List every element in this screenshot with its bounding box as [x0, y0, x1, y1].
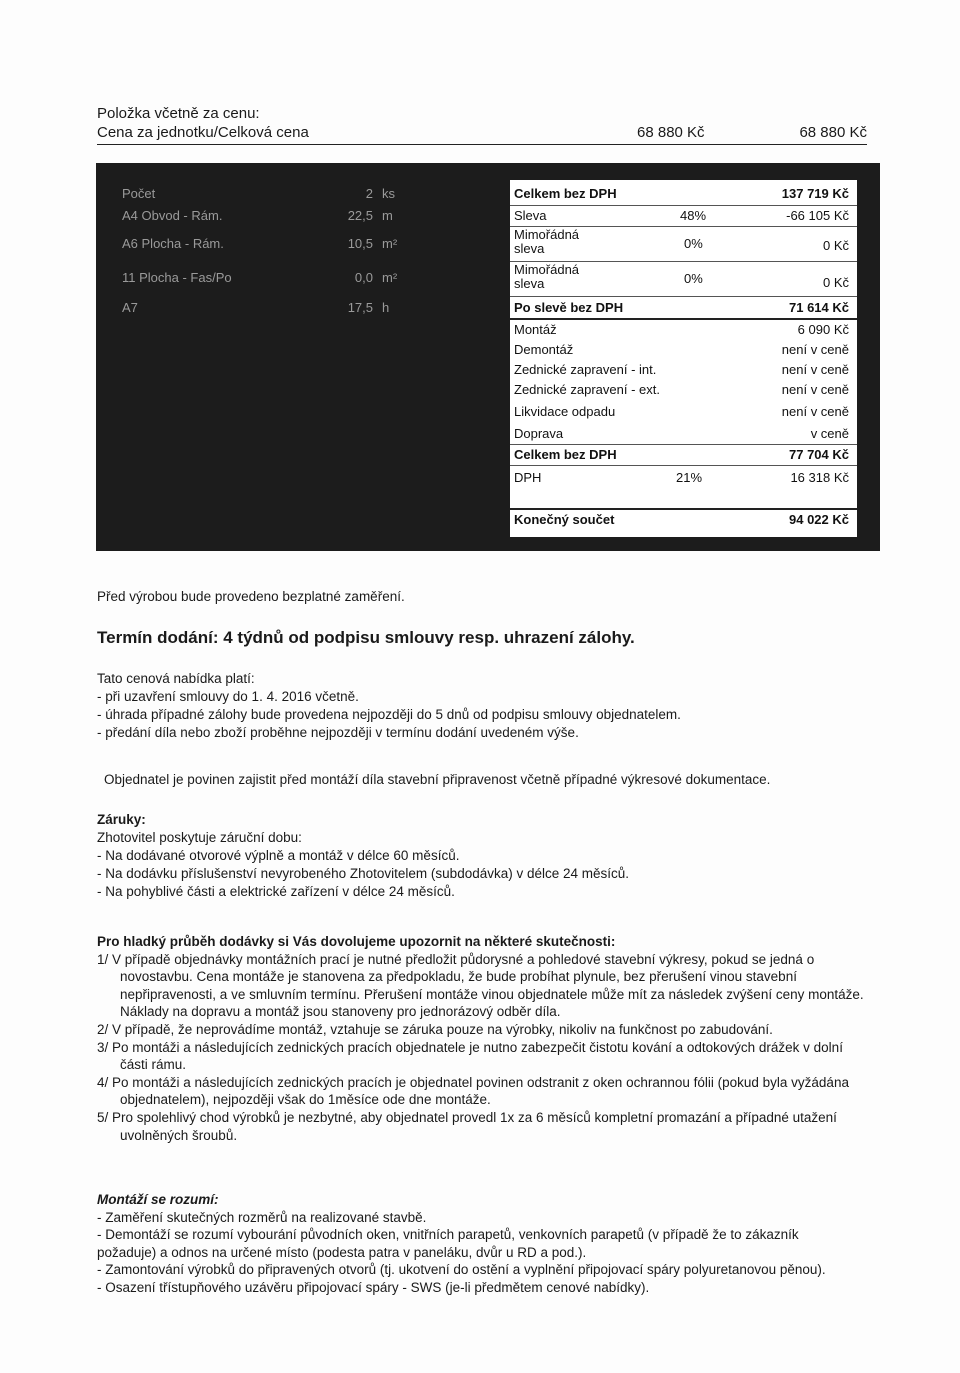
list-item: A6 Plocha - Rám. 10,5 m² — [122, 236, 398, 251]
divider — [510, 296, 857, 297]
item-list — [118, 178, 403, 528]
unit-price: 68 880 Kč — [637, 124, 705, 141]
notice-item: 5/ Pro spolehlivý chod výrobků je nezbytné, aby objednatel provedl 1x za 6 měsíců kompletní promazání a případné utažení uvolněných šroubů. — [97, 1109, 837, 1143]
client-duty: Objednatel je povinen zajistit před montáží díla stavební připravenost včetně případné výkresové dokumentace. — [104, 772, 771, 787]
warranty-item: - Na dodávané otvorové výplně a montáž v délce 60 měsíců. — [97, 848, 460, 863]
assembly-section — [97, 1191, 857, 1297]
price-label: Cena za jednotku/Celková cena — [97, 124, 309, 141]
notice-section — [97, 933, 867, 1144]
notice-item: 3/ Po montáži a následujících zednických pracích objednatele je nutno zabezpečit čistotu kování a odtokových drážek v dolní části rámu. — [97, 1039, 843, 1073]
warranty-item: - Na dodávku příslušenství nevyrobeného Zhotovitelem (subdodávka) v délce 24 měsíců. — [97, 866, 630, 881]
warranty-section — [97, 811, 887, 901]
item-heading: Položka včetně za cenu: — [97, 105, 260, 122]
notice-item: 2/ V případě, že neprovádíme montáž, vztahuje se záruka pouze na výrobky, nikoliv na funkčnost po zabudování. — [97, 1021, 773, 1037]
validity-section — [97, 670, 887, 742]
divider — [510, 318, 857, 320]
assembly-item: - Osazení třístupňového uzávěru připojovací spáry - SWS (je-li předmětem cenové nabídky). — [97, 1279, 650, 1295]
summary-panel: Celkem bez DPH 137 719 Kč Sleva 48% -66 105 Kč Mimořádná sleva 0% 0 Kč Mimořádná sleva 0% 0 Kč Po slevě bez DPH 71 614 Kč Montáž 6 090 Kč Demontáž není v ceně Zednické zapravení - int. není v ceně Zednické zapravení - ext. není v ceně Likvidace odpadu není v ceně Doprava v ceně Celkem bez DPH 77 704 Kč DPH 21% 16 318 Kč Konečný součet 94 022 Kč — [510, 180, 857, 537]
extra-discount-row: Mimořádná sleva 0% 0 Kč — [514, 227, 849, 256]
validity-item: - úhrada případné zálohy bude provedena nejpozději do 5 dnů od podpisu smlouvy objednatelem. — [97, 707, 681, 722]
assembly-heading: Montáží se rozumí: — [97, 1192, 219, 1207]
notice-item: 1/ V případě objednávky montážních prací je nutné předložit půdorysné a pohledové stavební výkresy, pokud se jedná o novostavbu. Cena montáže je stanovena za předpokladu, že bude probíhat plynule, bez přerušení vinou stavební nepřipravenosti, a ve smluvním termínu. Přerušení montáže vinou objednatele může mít za následek zvýšení ceny montáže. Náklady na dopravu a montáž jsou stanoveny pro jednorázový odběr díla. — [97, 951, 864, 1020]
total-price: 68 880 Kč — [799, 124, 867, 141]
divider — [510, 205, 857, 206]
list-item: A4 Obvod - Rám. 22,5 m — [122, 208, 393, 223]
assembly-item: - Zaměření skutečných rozměrů na realizované stavbě. — [97, 1209, 427, 1225]
warranty-item: - Na pohyblivé části a elektrické zařízení v délce 24 měsíců. — [97, 884, 455, 899]
delivery-term: Termín dodání: 4 týdnů od podpisu smlouvy resp. uhrazení zálohy. — [97, 628, 635, 647]
notice-heading: Pro hladký průběh dodávky si Vás dovolujeme upozornit na některé skutečnosti: — [97, 934, 616, 949]
assembly-item: - Zamontování výrobků do připravených otvorů (tj. ukotvení do ostění a vyplnění připojovací spáry polyuretanovou pěnou). — [97, 1262, 826, 1278]
warranty-intro: Zhotovitel poskytuje záruční dobu: — [97, 830, 302, 845]
list-item: Počet 2 ks — [122, 186, 395, 201]
divider — [510, 444, 857, 445]
list-item: 11 Plocha - Fas/Po 0,0 m² — [122, 270, 398, 285]
notice-item: 4/ Po montáži a následujících zednických pracích je objednatel povinen odstranit z oken ochrannou fólii (pokud byla vyžádána objednatelem), nejpozději však do 1měsíce ode dne montáže. — [97, 1074, 849, 1108]
divider — [510, 508, 857, 510]
assembly-item: - Demontáží se rozumí vybourání původních oken, vnitřních parapetů, venkovních parapetů (v případě že to zákazník požaduje) a odnos na určené místo (podesta patra v paneláku, dvůr u RD a pod.). — [97, 1227, 799, 1260]
validity-item: - předání díla nebo zboží proběhne nejpozději v termínu dodání uvedeném výše. — [97, 725, 579, 740]
extra-discount-row: Mimořádná sleva 0% 0 Kč — [514, 262, 849, 291]
price-row — [97, 124, 867, 145]
measure-note: Před výrobou bude provedeno bezplatné zaměření. — [97, 589, 405, 604]
list-item: A7 17,5 h — [122, 300, 390, 315]
divider — [510, 465, 857, 466]
warranty-heading: Záruky: — [97, 812, 146, 827]
validity-heading: Tato cenová nabídka platí: — [97, 671, 255, 686]
validity-item: - při uzavření smlouvy do 1. 4. 2016 včetně. — [97, 689, 359, 704]
